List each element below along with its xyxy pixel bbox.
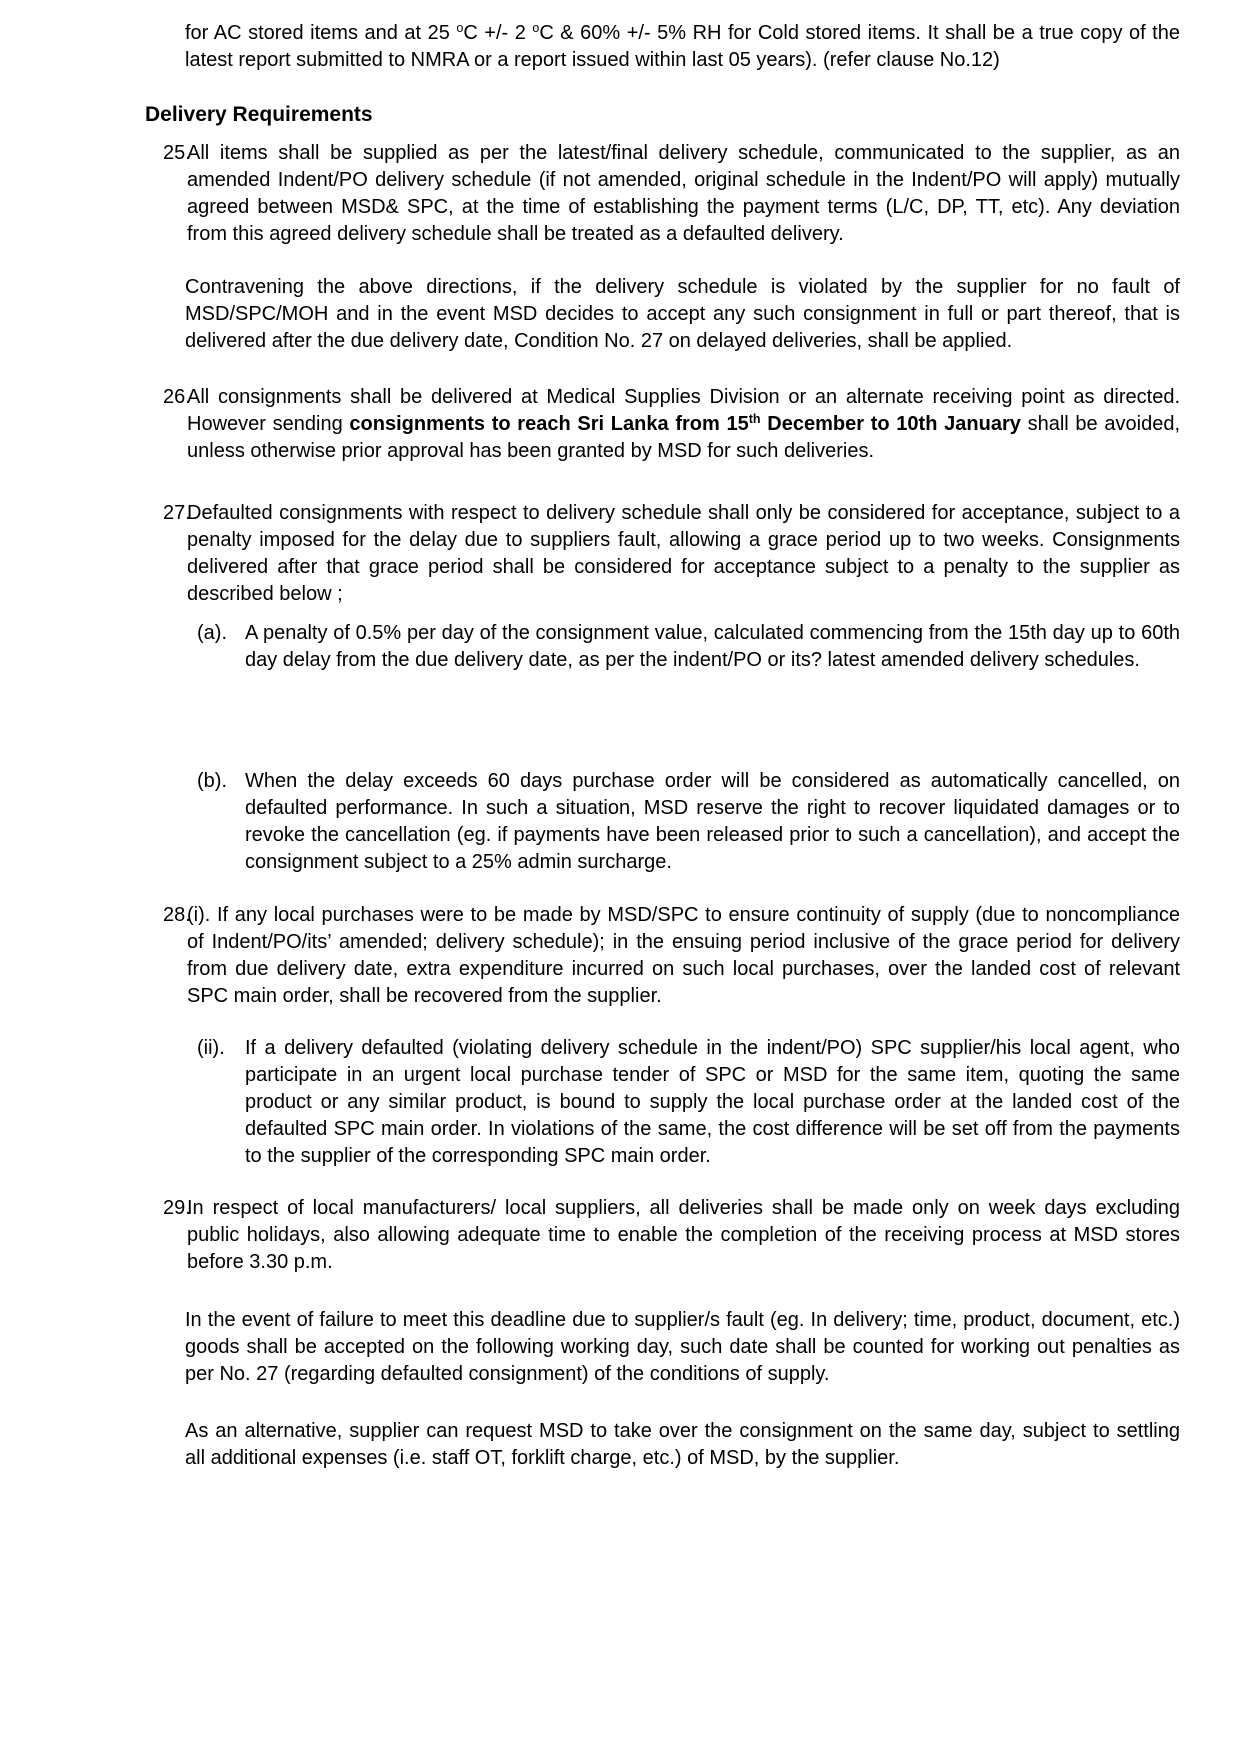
clause-28	[145, 902, 1180, 1010]
clause-27-text: Defaulted consignments with respect to delivery schedule shall only be considered for acceptance, subject to a penalty imposed for the delay due to suppliers fault, allowing a grace period up to two weeks. Consignments delivered after that grace period shall be considered for acceptance subject to a penalty to the supplier as described below ;	[187, 502, 1180, 605]
clause-26-text	[187, 384, 1180, 465]
delivery-requirements-heading: Delivery Requirements	[145, 103, 373, 126]
bold-text-run: consignments to reach Sri Lanka from 15	[349, 413, 749, 435]
clause-28ii	[145, 1035, 1180, 1170]
text-run: C & 60% +/- 5% RH for Cold stored items. It shall be a true copy of the latest report submitted to NMRA or a report issued within last 05 years). (refer clause No.12)	[185, 22, 1180, 71]
clause-25-text: All items shall be supplied as per the latest/final delivery schedule, communicated to the supplier, as an amended Indent/PO delivery schedule (if not amended, original schedule in the Indent/PO will apply) mutually agreed between MSD& SPC, at the time of establishing the payment terms (L/C, DP, TT, etc). Any deviation from this agreed delivery schedule shall be treated as a defaulted delivery.	[187, 142, 1180, 245]
clause-25-number: 25.	[163, 142, 191, 164]
text-run: All consignments shall be delivered at Medical Supplies Division or an alternate receiving point as directed. However sending	[187, 386, 1180, 435]
clause-29-number: 29.	[163, 1197, 191, 1219]
text-run: C +/- 2	[463, 22, 533, 44]
paragraph-deadline-failure: In the event of failure to meet this deadline due to supplier/s fault (eg. In delivery; time, product, document, etc.) goods shall be accepted on the following working day, such date shall be counted for working out penalties as per No. 27 (regarding defaulted consignment) of the conditions of supply.	[185, 1309, 1180, 1385]
clause-28-text: (i). If any local purchases were to be made by MSD/SPC to ensure continuity of supply (due to noncompliance of Indent/PO/its’ amended; delivery schedule); in the ensuing period inclusive of the grace period for delivery from due delivery date, extra expenditure incurred on such local purchases, over the landed cost of relevant SPC main order, shall be recovered from the supplier.	[187, 904, 1180, 1007]
paragraph-alternative: As an alternative, supplier can request MSD to take over the consignment on the same day, subject to settling all additional expenses (i.e. staff OT, forklift charge, etc.) of MSD, by the supplier.	[185, 1420, 1180, 1469]
superscript-run: o	[532, 21, 540, 35]
text-run: shall be avoided, unless otherwise prior approval has been granted by MSD for such deliveries.	[187, 413, 1181, 462]
clause-27	[145, 500, 1180, 608]
clause-28ii-marker: (ii).	[197, 1037, 225, 1059]
clause-28ii-text: If a delivery defaulted (violating delivery schedule in the indent/PO) SPC supplier/his local agent, who participate in an urgent local purchase tender of SPC or MSD for the same item, quoting the same product or any similar product, is bound to supply the local purchase order at the landed cost of the defaulted SPC main order. In violations of the same, the cost difference will be set off from the payments to the supplier of the corresponding SPC main order.	[245, 1037, 1180, 1167]
clause-27a-marker: (a).	[197, 622, 227, 644]
clause-28-number: 28.	[163, 904, 191, 926]
clause-27a-text: A penalty of 0.5% per day of the consignment value, calculated commencing from the 15th day up to 60th day delay from the due delivery date, as per the indent/PO or its? latest amended delivery schedules.	[245, 622, 1180, 671]
clause-27b	[145, 768, 1180, 876]
text-run: for AC stored items and at 25	[185, 22, 457, 44]
clause-29-text: In respect of local manufacturers/ local suppliers, all deliveries shall be made only on week days excluding public holidays, also allowing adequate time to enable the completion of the receiving process at MSD stores before 3.30 p.m.	[187, 1197, 1180, 1273]
clause-27-number: 27.	[163, 502, 191, 524]
bold-text-run: December to 10th January	[760, 413, 1021, 435]
blank-gap	[145, 674, 1180, 768]
clause-29	[145, 1195, 1180, 1276]
superscript-run: o	[456, 21, 464, 35]
paragraph-contravening: Contravening the above directions, if the delivery schedule is violated by the supplier for no fault of MSD/SPC/MOH and in the event MSD decides to accept any such consignment in full or part thereof, that is delivered after the due delivery date, Condition No. 27 on delayed deliveries, shall be applied.	[185, 276, 1180, 352]
clause-27b-text: When the delay exceeds 60 days purchase order will be considered as automatically cancelled, on defaulted performance. In such a situation, MSD reserve the right to recover liquidated damages or to revoke the cancellation (eg. if payments have been released prior to such a cancellation), and accept the consignment subject to a 25% admin surcharge.	[245, 770, 1180, 873]
clause-27a	[145, 620, 1180, 674]
clause-25	[145, 140, 1180, 248]
intro-paragraph	[185, 20, 1180, 74]
clause-26	[145, 384, 1180, 465]
document-body	[145, 20, 1180, 1472]
clause-26-number: 26.	[163, 386, 191, 408]
bold-superscript-run: th	[748, 412, 761, 426]
clause-27b-marker: (b).	[197, 770, 227, 792]
